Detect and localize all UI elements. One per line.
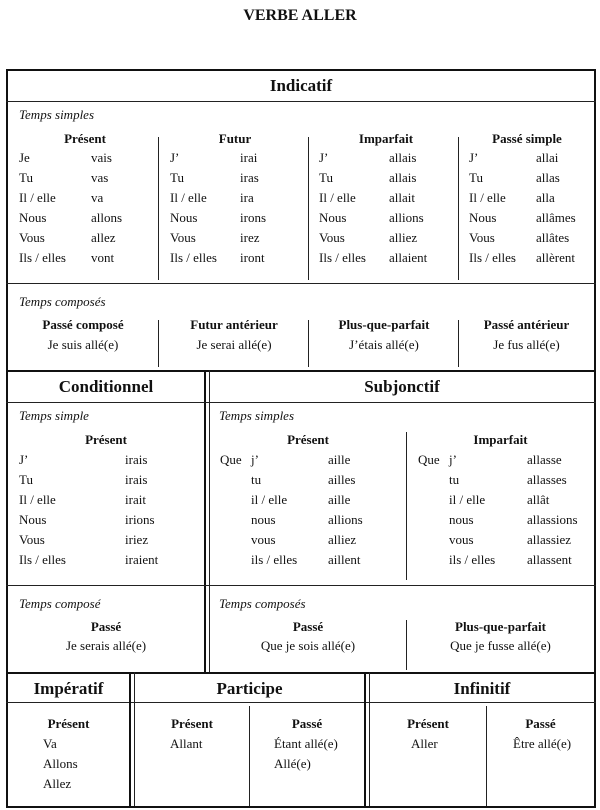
verb-form: allaient bbox=[389, 250, 428, 265]
indicatif-composes-label: Temps composés bbox=[19, 294, 106, 309]
verb-form: allai bbox=[536, 150, 559, 165]
verb-form: vas bbox=[91, 170, 109, 185]
imperatif-title: Impératif bbox=[33, 679, 104, 698]
frame-bottom bbox=[6, 806, 596, 808]
imperatif-form: Va bbox=[43, 736, 57, 751]
imperatif-divider-a bbox=[129, 672, 131, 806]
verb-form: allâtes bbox=[536, 230, 570, 245]
page-title: VERBE ALLER bbox=[243, 7, 357, 24]
indicatif-imparfait-header: Imparfait bbox=[358, 131, 414, 146]
passe-anterieur-form: Je fus allé(e) bbox=[493, 337, 560, 352]
pronoun: tu bbox=[449, 472, 460, 487]
verb-form: vont bbox=[91, 250, 115, 265]
imperatif-form: Allez bbox=[43, 776, 72, 791]
subjonctif-pqp-header: Plus-que-parfait bbox=[455, 619, 546, 634]
pronoun: J’ bbox=[170, 150, 180, 165]
cond-subj-title-divider bbox=[6, 402, 596, 403]
verb-form: allassiez bbox=[527, 532, 572, 547]
indicatif-col-divider-3 bbox=[458, 137, 459, 280]
conditionnel-passe-form: Je serais allé(e) bbox=[65, 638, 147, 653]
pronoun: Nous bbox=[469, 210, 497, 225]
pronoun: Vous bbox=[319, 230, 345, 245]
verb-form: aille bbox=[328, 492, 351, 507]
pronoun: Nous bbox=[170, 210, 198, 225]
conditionnel-passe-header: Passé bbox=[90, 619, 122, 634]
pronoun: nous bbox=[449, 512, 474, 527]
infinitif-present-header: Présent bbox=[407, 716, 449, 731]
participe-divider-a bbox=[364, 672, 366, 806]
cond-subj-divider-a bbox=[204, 370, 206, 672]
indicatif-col-divider-2 bbox=[308, 137, 309, 280]
pronoun: il / elle bbox=[449, 492, 486, 507]
futur-anterieur-header: Futur antérieur bbox=[190, 317, 278, 332]
verb-form: ailles bbox=[328, 472, 356, 487]
cond-subj-composes-divider bbox=[6, 585, 596, 586]
pronoun: il / elle bbox=[251, 492, 288, 507]
subj-simples-col-divider bbox=[406, 432, 407, 580]
pronoun: Vous bbox=[469, 230, 495, 245]
verb-form: aillent bbox=[328, 552, 361, 567]
pronoun: Tu bbox=[19, 170, 33, 185]
pronoun: vous bbox=[251, 532, 276, 547]
infinitif-present-form: Aller bbox=[411, 736, 438, 751]
pronoun: Ils / elles bbox=[170, 250, 217, 265]
verb-form: irez bbox=[240, 230, 260, 245]
participe-passe-form: Allé(e) bbox=[274, 756, 311, 771]
verb-form: allâmes bbox=[536, 210, 576, 225]
verb-form: irais bbox=[125, 472, 148, 487]
verb-form: allais bbox=[389, 150, 417, 165]
passe-compose-form: Je suis allé(e) bbox=[47, 337, 119, 352]
verb-form: irions bbox=[125, 512, 155, 527]
pronoun: Je bbox=[19, 150, 30, 165]
verb-form: allons bbox=[91, 210, 123, 225]
verb-form: iraient bbox=[125, 552, 159, 567]
subjonctif-simples-label: Temps simples bbox=[219, 408, 295, 423]
pronoun: Il / elle bbox=[319, 190, 356, 205]
conditionnel-compose-label: Temps composé bbox=[19, 596, 101, 611]
verb-form: allions bbox=[389, 210, 424, 225]
pronoun: Il / elle bbox=[19, 190, 56, 205]
verb-form: allas bbox=[536, 170, 560, 185]
bottom-top bbox=[6, 672, 596, 674]
participe-title: Participe bbox=[216, 679, 283, 698]
subjonctif-passe-form: Que je sois allé(e) bbox=[260, 638, 356, 653]
pronoun: j’ bbox=[449, 452, 457, 467]
bottom-title-divider bbox=[6, 702, 596, 703]
pronoun: Nous bbox=[19, 210, 47, 225]
indicatif-futur-header: Futur bbox=[218, 131, 252, 146]
pronoun: Ils / elles bbox=[19, 552, 66, 567]
verb-form: allions bbox=[328, 512, 363, 527]
pronoun: Tu bbox=[469, 170, 483, 185]
pronoun: ils / elles bbox=[251, 552, 298, 567]
que-label: Que bbox=[220, 452, 242, 467]
pronoun: J’ bbox=[19, 452, 29, 467]
pronoun: Vous bbox=[19, 532, 45, 547]
indicatif-col-divider-1 bbox=[158, 137, 159, 280]
pronoun: J’ bbox=[319, 150, 329, 165]
participe-passe-header: Passé bbox=[291, 716, 323, 731]
pronoun: Tu bbox=[19, 472, 33, 487]
participe-present-form: Allant bbox=[170, 736, 203, 751]
pronoun: Tu bbox=[170, 170, 184, 185]
pronoun: Vous bbox=[19, 230, 45, 245]
indicatif-title-divider bbox=[6, 101, 596, 102]
verb-form: allassions bbox=[527, 512, 578, 527]
participe-present-header: Présent bbox=[171, 716, 213, 731]
subjonctif-title: Subjonctif bbox=[364, 377, 440, 396]
subjonctif-imparfait-header: Imparfait bbox=[473, 432, 528, 447]
verb-form: allasses bbox=[527, 472, 567, 487]
verb-form: allez bbox=[91, 230, 116, 245]
imperatif-form: Allons bbox=[43, 756, 78, 771]
infinitif-title: Infinitif bbox=[453, 679, 511, 698]
plus-que-parfait-form: J’étais allé(e) bbox=[349, 337, 419, 352]
verb-form: ira bbox=[240, 190, 254, 205]
pronoun: j’ bbox=[251, 452, 259, 467]
verb-form: alla bbox=[536, 190, 555, 205]
verb-form: va bbox=[91, 190, 104, 205]
subjonctif-composes-label: Temps composés bbox=[219, 596, 306, 611]
subjonctif-pqp-form: Que je fusse allé(e) bbox=[450, 638, 551, 653]
pronoun: Nous bbox=[19, 512, 47, 527]
verb-form: allasse bbox=[527, 452, 562, 467]
verb-form: iront bbox=[240, 250, 265, 265]
verb-form: allât bbox=[527, 492, 550, 507]
verb-form: allais bbox=[389, 170, 417, 185]
verb-form: allait bbox=[389, 190, 415, 205]
subjonctif-present-header: Présent bbox=[287, 432, 329, 447]
conditionnel-present-header: Présent bbox=[85, 432, 127, 447]
passe-compose-header: Passé composé bbox=[42, 317, 124, 332]
indicatif-simples-label: Temps simples bbox=[19, 107, 95, 122]
pronoun: J’ bbox=[469, 150, 479, 165]
indicatif-passe-simple-header: Passé simple bbox=[492, 131, 562, 146]
verb-form: iriez bbox=[125, 532, 149, 547]
verb-form: allèrent bbox=[536, 250, 575, 265]
frame-right bbox=[594, 69, 596, 808]
pronoun: Ils / elles bbox=[319, 250, 366, 265]
indicatif-composes-divider bbox=[6, 283, 596, 284]
verb-form: vais bbox=[91, 150, 112, 165]
verb-form: alliez bbox=[328, 532, 357, 547]
subjonctif-passe-header: Passé bbox=[292, 619, 324, 634]
pronoun: tu bbox=[251, 472, 262, 487]
pronoun: Tu bbox=[319, 170, 333, 185]
verb-form: irais bbox=[125, 452, 148, 467]
verb-form: aille bbox=[328, 452, 351, 467]
pronoun: Ils / elles bbox=[469, 250, 516, 265]
pronoun: Vous bbox=[170, 230, 196, 245]
pronoun: Il / elle bbox=[170, 190, 207, 205]
frame-top bbox=[6, 69, 596, 71]
conditionnel-title: Conditionnel bbox=[58, 377, 154, 396]
verb-form: iras bbox=[240, 170, 259, 185]
pronoun: ils / elles bbox=[449, 552, 496, 567]
pronoun: Nous bbox=[319, 210, 347, 225]
pronoun: Il / elle bbox=[19, 492, 56, 507]
pronoun: vous bbox=[449, 532, 474, 547]
infinitif-passe-form: Être allé(e) bbox=[513, 736, 572, 751]
verb-form: allassent bbox=[527, 552, 572, 567]
indicatif-title: Indicatif bbox=[269, 76, 333, 95]
conditionnel-simple-label: Temps simple bbox=[19, 408, 89, 423]
cond-subj-top bbox=[6, 370, 596, 372]
passe-anterieur-header: Passé antérieur bbox=[483, 317, 570, 332]
verb-form: irai bbox=[240, 150, 258, 165]
pronoun: nous bbox=[251, 512, 276, 527]
futur-anterieur-form: Je serai allé(e) bbox=[196, 337, 272, 352]
imperatif-present-header: Présent bbox=[47, 716, 90, 731]
pronoun: Ils / elles bbox=[19, 250, 66, 265]
que-label: Que bbox=[418, 452, 440, 467]
verb-form: irait bbox=[125, 492, 146, 507]
pronoun: Il / elle bbox=[469, 190, 506, 205]
verb-form: alliez bbox=[389, 230, 418, 245]
infinitif-passe-header: Passé bbox=[525, 716, 556, 731]
participe-passe-form: Étant allé(e) bbox=[274, 736, 338, 751]
indicatif-present-header: Présent bbox=[64, 131, 106, 146]
verb-form: irons bbox=[240, 210, 266, 225]
plus-que-parfait-header: Plus-que-parfait bbox=[338, 317, 430, 332]
